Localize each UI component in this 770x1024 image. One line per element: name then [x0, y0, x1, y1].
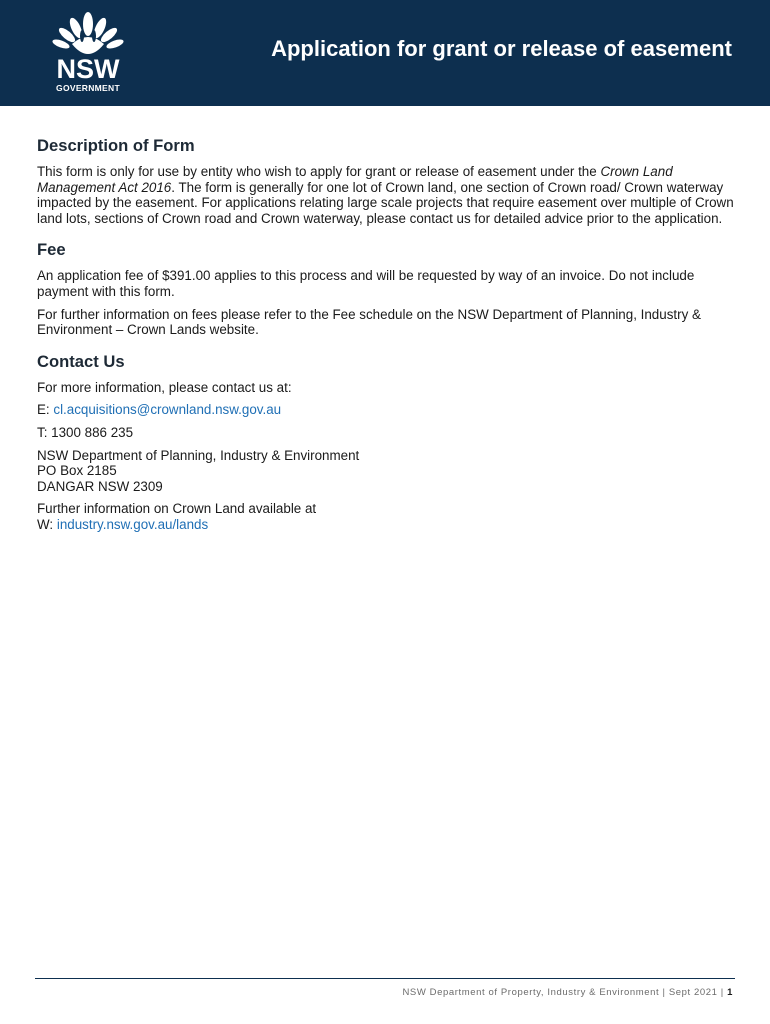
email-label: E: — [37, 402, 54, 418]
description-text-end: . The form is generally for one lot of Crown land, one section of Crown road/ Crown waterway impacted by the easement. For applications relating large scale projects that require easement over multiple of Crown land lots, sections of Crown road and Crown waterway, please contact us for detailed advice prior to the application. — [37, 179, 734, 226]
address-line-3: DANGAR NSW 2309 — [37, 478, 163, 494]
email-link[interactable]: cl.acquisitions@crownland.nsw.gov.au — [53, 402, 282, 418]
form-content — [37, 136, 737, 540]
address-line-1: NSW Department of Planning, Industry & Environment — [37, 447, 360, 463]
footer-text: NSW Department of Property, Industry & Environment | Sept 2021 | — [402, 987, 728, 998]
contact-phone: T: 1300 886 235 — [37, 424, 134, 440]
contact-heading: Contact Us — [37, 351, 125, 371]
page-footer — [402, 987, 733, 998]
fee-heading: Fee — [37, 240, 66, 260]
fee-paragraph-2: For further information on fees please refer to the Fee schedule on the NSW Department of Planning, Industry & Environment – Crown Lands website. — [37, 306, 701, 338]
description-text-start: This form is only for use by entity who wish to apply for grant or release of easement under the — [37, 164, 601, 179]
description-text — [37, 164, 737, 226]
description-heading: Description of Form — [37, 136, 195, 155]
web-label: W: — [37, 516, 57, 532]
page-number: 1 — [727, 987, 733, 998]
page-title: Application for grant or release of easement — [271, 36, 732, 61]
contact-further-info — [37, 501, 737, 532]
logo-nsw-text: NSW — [56, 54, 120, 84]
footer-divider — [35, 978, 735, 979]
contact-section — [37, 352, 737, 533]
website-link[interactable]: industry.nsw.gov.au/lands — [56, 516, 209, 532]
contact-address — [37, 448, 737, 495]
page-header — [0, 0, 770, 106]
waratah-icon — [46, 10, 130, 60]
logo-government-text: GOVERNMENT — [56, 83, 120, 93]
act-name: Crown Land Management Act 2016 — [37, 164, 673, 195]
contact-intro: For more information, please contact us at: — [37, 379, 292, 395]
description-section — [37, 136, 737, 226]
contact-email — [37, 402, 737, 418]
fee-paragraph-1: An application fee of $391.00 applies to this process and will be requested by way of an invoice. Do not include payment with this form. — [37, 268, 695, 299]
fee-section — [37, 240, 737, 337]
address-line-2: PO Box 2185 — [37, 463, 117, 479]
further-info-text: Further information on Crown Land available at — [37, 501, 317, 517]
nsw-government-logo — [46, 10, 130, 94]
